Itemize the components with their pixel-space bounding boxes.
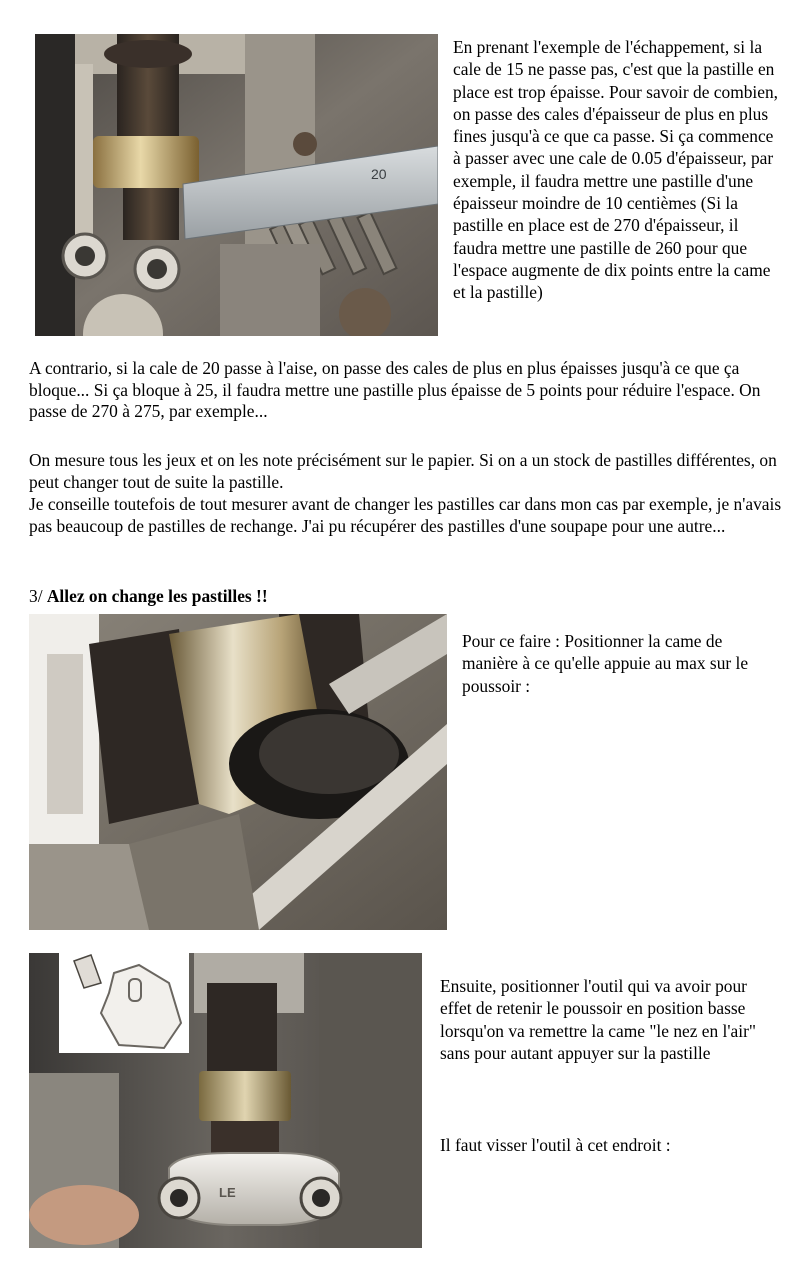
paragraph-came: Pour ce faire : Positionner la came de manière à ce qu'elle appuie au max sur le poussoir : (462, 631, 749, 696)
tool-marking-label: LE (219, 1185, 236, 1200)
photo-cam-lobe (29, 614, 447, 930)
paragraph-contrario: A contrario, si la cale de 20 passe à l'aise, on passe des cales de plus en plus épaisses jusqu'à ce que ça bloque... Si ça bloque à 25, il faudra mettre une pastille plus épaisse de 5 points pour réduire l'espace. On passe de 270 à 275, par exemple... (29, 358, 761, 422)
paragraph-mesure: On mesure tous les jeux et on les note précisément sur le papier. Si on a un stock de pastilles différentes, on peut changer tout de suite la pastille. (29, 450, 777, 492)
photo-feeler-gauge (35, 34, 438, 336)
section-heading-number: 3/ (29, 586, 47, 606)
section-heading (29, 586, 793, 608)
paragraph-outil: Ensuite, positionner l'outil qui va avoir pour effet de retenir le poussoir en position basse lorsqu'on va remettre la came "le nez en l'air" sans pour autant appuyer sur la pastille (440, 976, 756, 1063)
paragraph-conseil: Je conseille toutefois de tout mesurer avant de changer les pastilles car dans mon cas par exemple, je n'avais pas beaucoup de pastilles de rechange. J'ai pu récupérer des pastilles d'une soupape pour une autre... (29, 494, 782, 536)
paragraph-visser: Il faut visser l'outil à cet endroit : (440, 1135, 671, 1155)
gauge-thickness-label: 20 (371, 166, 387, 182)
section-heading-text: Allez on change les pastilles !! (46, 586, 268, 606)
photo-holding-tool (29, 953, 422, 1248)
paragraph-echappement: En prenant l'exemple de l'échappement, si la cale de 15 ne passe pas, c'est que la pastille en place est trop épaisse. Pour savoir de combien, on passe des cales d'épaisseur de plus en plus fines jusqu'à ce que ca passe. Si ça commence à passer avec une cale de 0.05 d'épaisseur, par exemple, il faudra mettre une pastille d'une épaisseur moindre de 10 centièmes (Si la pastille en place est de 270 d'épaisseur, il faudra mettre une pastille de 260 pour que l'espace augmente de dix points entre la came et la pastille) (453, 37, 779, 303)
